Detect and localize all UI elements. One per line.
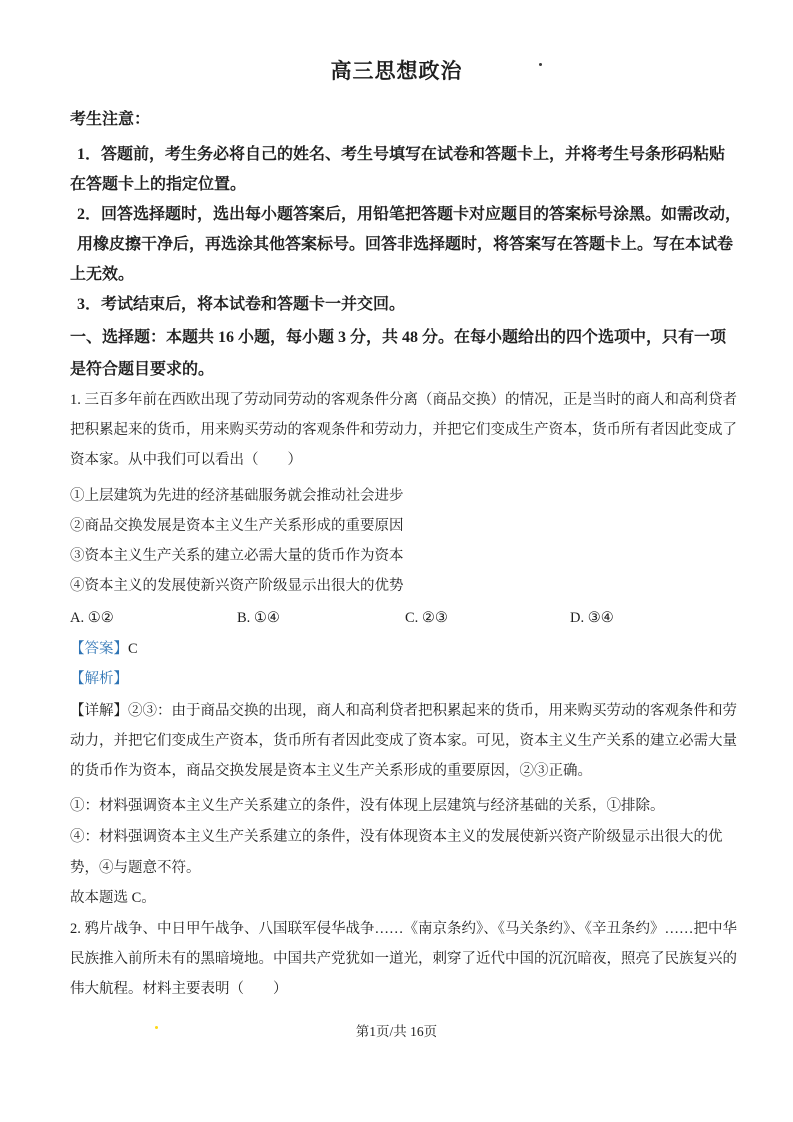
conclusion-line: 故本题选 C。 — [70, 890, 156, 906]
question-2-stem-line-3: 伟大航程。材料主要表明（ ） — [70, 981, 288, 997]
choice-b: B. ①④ — [237, 610, 280, 626]
note-statement-1: ①：材料强调资本主义生产关系建立的条件，没有体现上层建筑与经济基础的关系，①排除。 — [70, 798, 665, 814]
detail-line-2: 动力，并把它们变成生产资本，货币所有者因此变成了资本家。可见，资本主义生产关系的建立必需大量 — [70, 733, 737, 749]
analysis-line — [70, 664, 725, 694]
notice-item-2-line-3: 上无效。 — [70, 266, 135, 283]
section-heading — [70, 322, 725, 386]
question-1-statements — [70, 481, 725, 601]
section-heading-line-2: 是符合题目要求的。 — [70, 361, 215, 378]
note-statement-4-line-2: 势，④与题意不符。 — [70, 860, 201, 876]
question-1-stem-line-3: 资本家。从中我们可以看出（ ） — [70, 452, 302, 468]
answer-label: 【答案】 — [70, 641, 128, 657]
question-2-stem-line-1: 2. 鸦片战争、中日甲午战争、八国联军侵华战争……《南京条约》、《马关条约》、《辛丑条约》……把中华 — [70, 921, 737, 937]
question-1-stem-line-1: 1. 三百多年前在西欧出现了劳动同劳动的客观条件分离（商品交换）的情况，正是当时的商人和高利贷者 — [70, 392, 737, 408]
question-1-stem-line-2: 把积累起来的货币，用来购买劳动的客观条件和劳动力，并把它们变成生产资本，货币所有者因此变成了 — [70, 422, 737, 438]
answer-line — [70, 634, 725, 664]
notice-item-1-line-2: 在答题卡上的指定位置。 — [70, 176, 247, 193]
question-1-stem — [70, 385, 737, 475]
detail-explanation — [70, 696, 737, 786]
notice-item-2 — [70, 200, 742, 290]
notice-item-2-line-2: 用橡皮擦干净后，再选涂其他答案标号。回答非选择题时，将答案写在答题卡上。写在本试卷 — [77, 236, 734, 253]
answer-value: C — [128, 641, 138, 657]
detail-line-1: 【详解】②③：由于商品交换的出现，商人和高利贷者把积累起来的货币，用来购买劳动的客观条件和劳 — [70, 703, 737, 719]
page-footer: 第1页/共 16页 — [355, 1024, 438, 1039]
analysis-label: 【解析】 — [70, 671, 128, 687]
question-2-stem-line-2: 民族推入前所未有的黑暗境地。中国共产党犹如一道光，刺穿了近代中国的沉沉暗夜，照亮了民族复兴的 — [70, 951, 737, 967]
statement-3: ③资本主义生产关系的建立必需大量的货币作为资本 — [70, 548, 404, 564]
choice-d: D. ③④ — [570, 610, 614, 626]
notice-item-1-line-1: 1．答题前，考生务必将自己的姓名、考生号填写在试卷和答题卡上，并将考生号条形码粘贴 — [77, 146, 726, 163]
statement-4: ④资本主义的发展使新兴资产阶级显示出很大的优势 — [70, 578, 404, 594]
ink-speck-icon — [539, 63, 542, 66]
notice-heading: 考生注意： — [70, 111, 151, 128]
notice-item-2-line-1: 2．回答选择题时，选出每小题答案后，用铅笔把答题卡对应题目的答案标号涂黑。如需改动， — [77, 206, 742, 223]
question-2-stem — [70, 914, 737, 1004]
detail-line-3: 的货币作为资本，商品交换发展是资本主义生产关系形成的重要原因，②③正确。 — [70, 763, 592, 779]
statement-1: ①上层建筑为先进的经济基础服务就会推动社会进步 — [70, 488, 404, 504]
notice-item-3: 3．考试结束后，将本试卷和答题卡一并交回。 — [77, 296, 406, 313]
page-title: 高三思想政治 — [330, 59, 463, 83]
notice-item-1 — [70, 140, 725, 200]
statement-2: ②商品交换发展是资本主义生产关系形成的重要原因 — [70, 518, 404, 534]
note-statement-4 — [70, 822, 725, 884]
section-heading-line-1: 一、选择题：本题共 16 小题，每小题 3 分，共 48 分。在每小题给出的四个选项中，只有一项 — [70, 329, 727, 346]
question-1-choices — [70, 603, 725, 633]
choice-a: A. ①② — [70, 610, 114, 626]
choice-c: C. ②③ — [405, 610, 448, 626]
note-statement-4-line-1: ④：材料强调资本主义生产关系建立的条件，没有体现资本主义的发展使新兴资产阶级显示出很大的优 — [70, 829, 723, 845]
